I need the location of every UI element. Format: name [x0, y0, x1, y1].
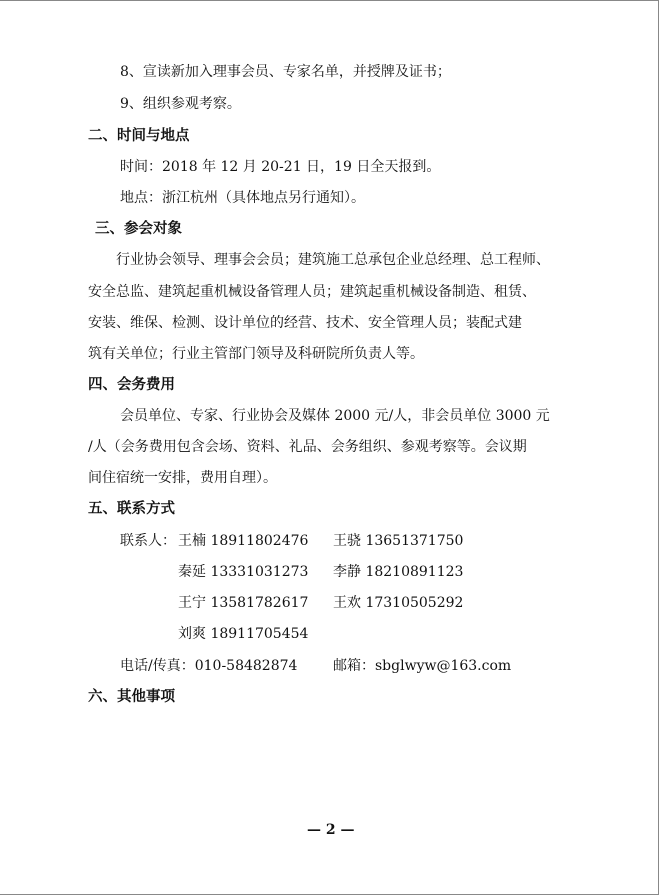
fees-line: 间住宿统一安排，费用自理）。	[88, 470, 277, 486]
contact-entry	[178, 593, 308, 613]
contact-name: 王欢	[333, 595, 361, 611]
contact-name: 秦延	[178, 564, 206, 580]
contact-name: 王骁	[333, 533, 361, 549]
contact-phone: 18911705454	[210, 626, 309, 642]
contact-entry	[333, 593, 463, 613]
contact-phone: 13651371750	[365, 533, 464, 549]
email: 邮箱：sbglwyw@163.com	[333, 658, 512, 674]
contact-label: 联系人：	[120, 533, 176, 549]
time-text: 时间：2018 年 12 月 20-21 日，19 日全天报到。	[120, 159, 441, 175]
tel-fax: 电话/传真：010-58482874	[120, 658, 298, 674]
contact-entry	[333, 531, 463, 551]
participants-line: 安装、维保、检测、设计单位的经营、技术、安全管理人员；装配式建	[88, 315, 522, 331]
page-number: — 2 —	[307, 822, 355, 838]
contact-entry	[178, 624, 308, 644]
contact-phone: 18911802476	[210, 533, 309, 549]
contact-name: 刘爽	[178, 626, 206, 642]
contact-phone: 17310505292	[365, 595, 464, 611]
agenda-item-9: 9、组织参观考察。	[120, 96, 241, 112]
contact-entry	[178, 531, 308, 551]
participants-line: 安全总监、建筑起重机械设备管理人员；建筑起重机械设备制造、租赁、	[88, 284, 536, 300]
agenda-item-8: 8、宣读新加入理事会员、专家名单，并授牌及证书；	[120, 64, 451, 80]
contact-entry	[333, 562, 463, 582]
section-heading-other: 六、其他事项	[88, 688, 175, 705]
contact-name: 李静	[333, 564, 361, 580]
participants-line: 筑有关单位；行业主管部门领导及科研院所负责人等。	[88, 346, 424, 362]
fees-line: 会员单位、专家、行业协会及媒体 2000 元/人，非会员单位 3000 元	[120, 408, 550, 424]
contact-name: 王宁	[178, 595, 206, 611]
participants-line: 行业协会领导、理事会会员；建筑施工总承包企业总经理、总工程师、	[116, 252, 550, 268]
section-heading-time-place: 二、时间与地点	[88, 127, 190, 144]
place-text: 地点：浙江杭州（具体地点另行通知）。	[120, 190, 365, 206]
section-heading-contact: 五、联系方式	[88, 500, 175, 517]
contact-entry	[178, 562, 308, 582]
fees-line: /人（会务费用包含会场、资料、礼品、会务组织、参观考察等。会议期	[88, 439, 527, 455]
contact-name: 王楠	[178, 533, 206, 549]
contact-phone: 18210891123	[365, 564, 464, 580]
contact-phone: 13331031273	[210, 564, 309, 580]
section-heading-participants: 三、参会对象	[95, 220, 182, 237]
contact-phone: 13581782617	[210, 595, 309, 611]
section-heading-fees: 四、会务费用	[88, 376, 175, 393]
